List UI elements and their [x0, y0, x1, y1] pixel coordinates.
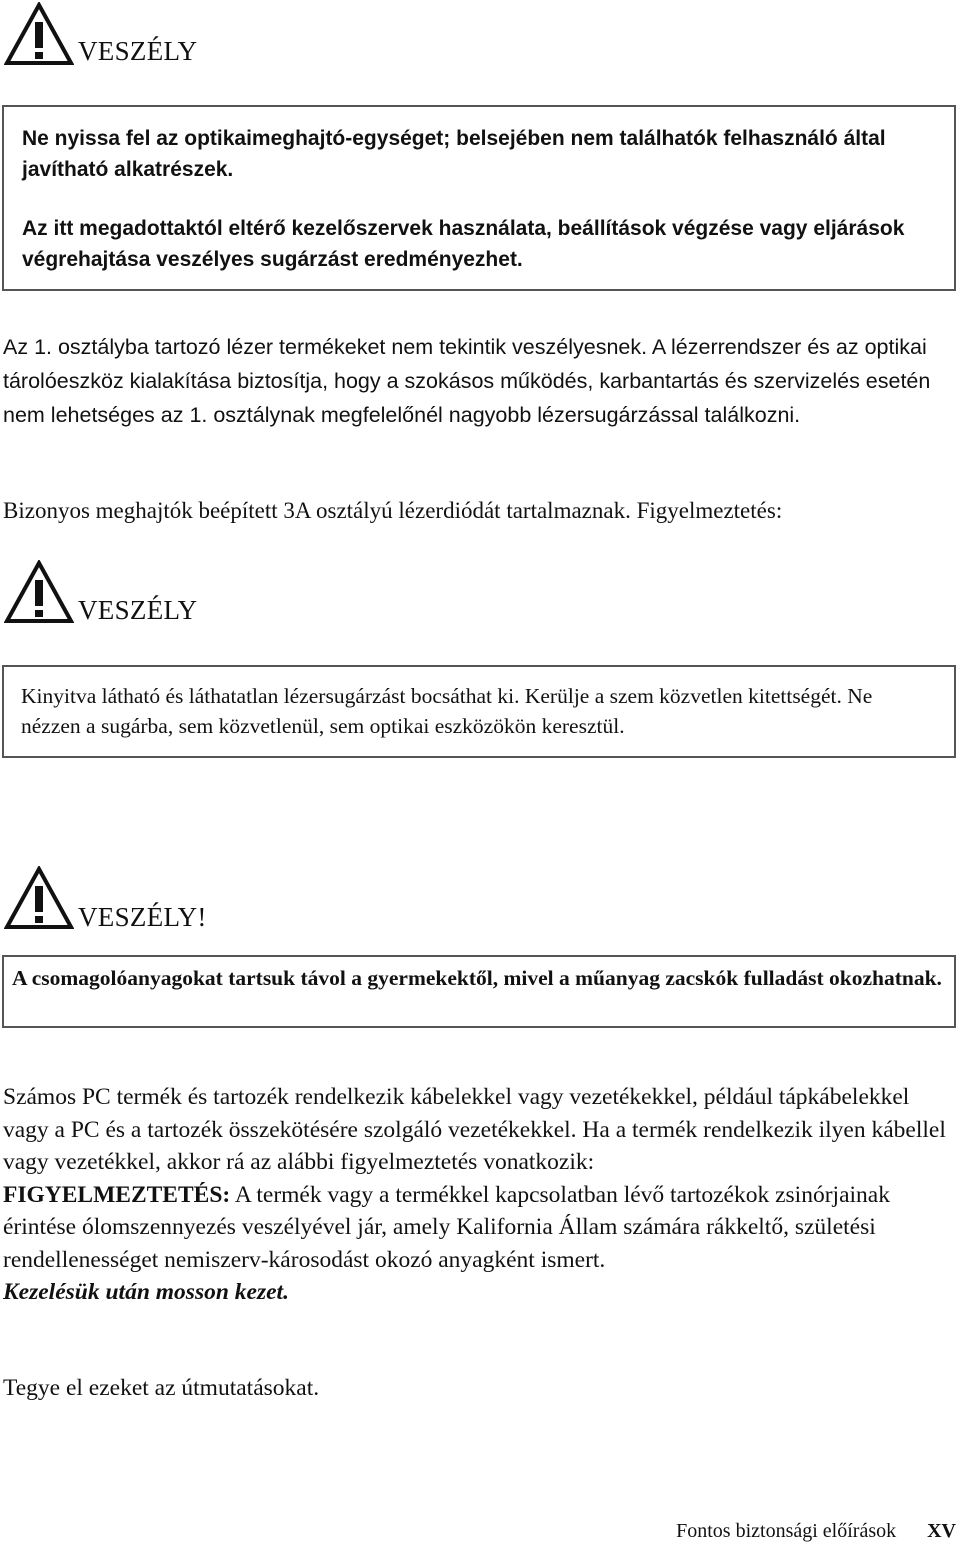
danger-box-1-line-1: Ne nyissa fel az optikaimeghajtó-egységet; belsejében nem találhatók felhasználó által javítható alkatrészek.	[22, 127, 886, 181]
danger-box-1-line-2: Az itt megadottaktól eltérő kezelőszervek használata, beállítások végzése vagy eljárások végrehajtása veszélyes sugárzást eredményezhet.	[22, 217, 905, 271]
warning-text: A termék vagy a termékkel kapcsolatban lévő tartozékok zsinórjainak érintése ólomszennyezés veszélyével jár, amely Kalifornia Állam számára rákkeltő, születési rendellenességet nemiszerv-károsodást okozó anyagként ismert.	[3, 1181, 890, 1273]
danger-box-3-text: A csomagolóanyagokat tartsuk távol a gyermekektől, mivel a műanyag zacskók fulladást okozhatnak.	[12, 966, 942, 990]
warning-triangle-icon	[4, 560, 74, 624]
laser-3a-paragraph: Bizonyos meghajtók beépített 3A osztályú lézerdiódát tartalmaznak. Figyelmeztetés:	[3, 498, 783, 523]
danger-box-2	[2, 665, 956, 758]
warning-label: FIGYELMEZTETÉS:	[3, 1181, 231, 1208]
danger-heading-2: VESZÉLY	[78, 595, 198, 625]
laser-class1-paragraph: Az 1. osztályba tartozó lézer termékeket nem tekintik veszélyesnek. A lézerrendszer és az optikai tárolóeszköz kialakítása biztosítja, hogy a szokásos működés, karbantartás és szervizelés esetén nem lehetséges az 1. osztálynak megfelelőnél nagyobb lézersugárzással találkozni.	[3, 335, 931, 427]
danger-box-3	[2, 955, 956, 1028]
warning-triangle-icon	[4, 866, 74, 930]
footer	[600, 1520, 956, 1543]
cables-block	[3, 1081, 953, 1309]
follow-instructions-text: Tegye el ezeket az útmutatásokat.	[3, 1375, 320, 1401]
page-number: XV	[927, 1520, 956, 1542]
danger-heading-3: VESZÉLY!	[78, 902, 207, 932]
wash-hands-text: Kezelésük után mosson kezet.	[3, 1279, 289, 1305]
lead-warning-paragraph	[3, 1179, 953, 1277]
footer-title: Fontos biztonsági előírások	[676, 1520, 897, 1542]
warning-triangle-icon	[4, 2, 74, 66]
cables-paragraph: Számos PC termék és tartozék rendelkezik kábelekkel vagy vezetékekkel, például tápkábelekkel vagy a PC és a tartozék összekötésére szolgáló vezetékekkel. Ha a termék rendelkezik ilyen kábellel vagy vezetékkel, akkor rá az alábbi figyelmeztetés vonatkozik:	[3, 1084, 946, 1175]
danger-box-1	[2, 105, 956, 291]
danger-heading-1: VESZÉLY	[78, 36, 198, 66]
danger-box-2-text: Kinyitva látható és láthatatlan lézersugárzást bocsáthat ki. Kerülje a szem közvetlen kitettségét. Ne nézzen a sugárba, sem közvetlenül, sem optikai eszközökön keresztül.	[21, 684, 873, 738]
